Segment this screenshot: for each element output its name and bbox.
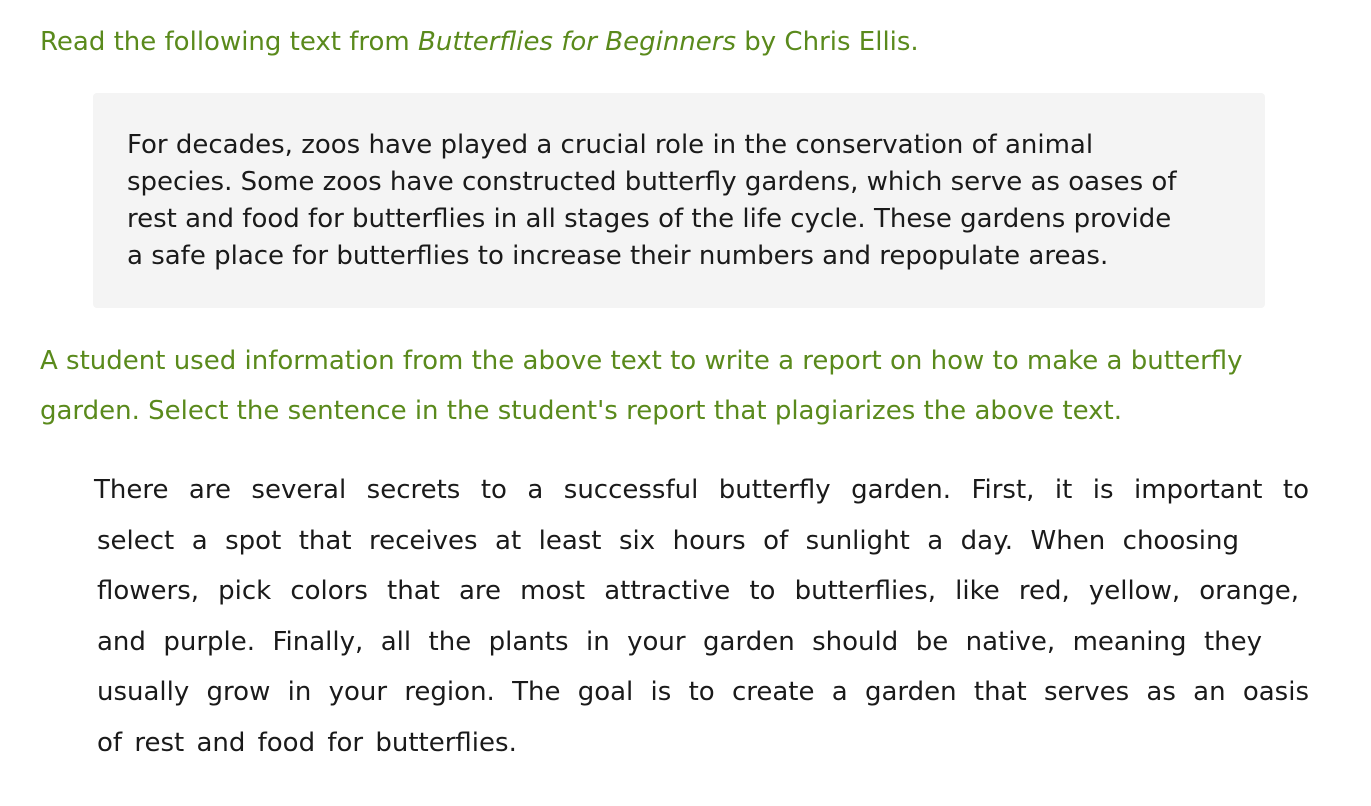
passage-box [93,93,1265,308]
report-line [94,617,1262,668]
report-line [94,516,1239,567]
passage-line: For decades, zoos have played a crucial role in the conservation of animal [127,130,1094,160]
question-prompt [40,336,1243,436]
sentence-option-4[interactable]: usually grow in your region. [97,677,495,707]
book-title: Butterflies for Beginners [418,27,737,57]
passage-line: a safe place for butterflies to increase their numbers and repopulate areas. [127,241,1109,271]
sentence-option-2[interactable]: First, it is important to [950,475,1310,505]
sentence-option-3[interactable]: and purple. [97,626,256,657]
report-line [94,667,1309,718]
report-line [94,718,1309,769]
student-report [94,465,1309,768]
prompt-line: A student used information from the above text to write a report on how to make a butterfly [40,346,1243,376]
sentence-option-2[interactable]: select a spot that receives at least six hours of sunlight a day. [97,525,1014,556]
prompt-line: garden. Select the sentence in the student's report that plagiarizes the above text. [40,396,1123,426]
passage-text [127,127,1245,275]
passage-line: rest and food for butterflies in all stages of the life cycle. These gardens provide [127,204,1172,234]
report-line [94,465,1309,516]
sentence-option-1[interactable]: There are several secrets to a successful butterfly garden. [94,475,951,505]
sentence-option-3[interactable]: flowers, pick colors that are most attractive to butterflies, like red, yellow, orange, [97,576,1299,606]
report-line [94,566,1299,617]
intro-prefix: Read the following text from [40,27,419,57]
passage-line: species. Some zoos have constructed butterfly gardens, which serve as oases of [127,167,1177,197]
sentence-option-5[interactable]: of rest and food for butterflies. [97,727,517,758]
sentence-option-4[interactable]: Finally, all the plants in your garden should be native, meaning they [255,626,1263,657]
sentence-option-3[interactable]: When choosing [1013,525,1239,556]
intro-text [40,24,919,60]
intro-suffix: by Chris Ellis. [736,27,919,57]
sentence-option-5[interactable]: The goal is to create a garden that serves as an oasis [494,677,1309,707]
